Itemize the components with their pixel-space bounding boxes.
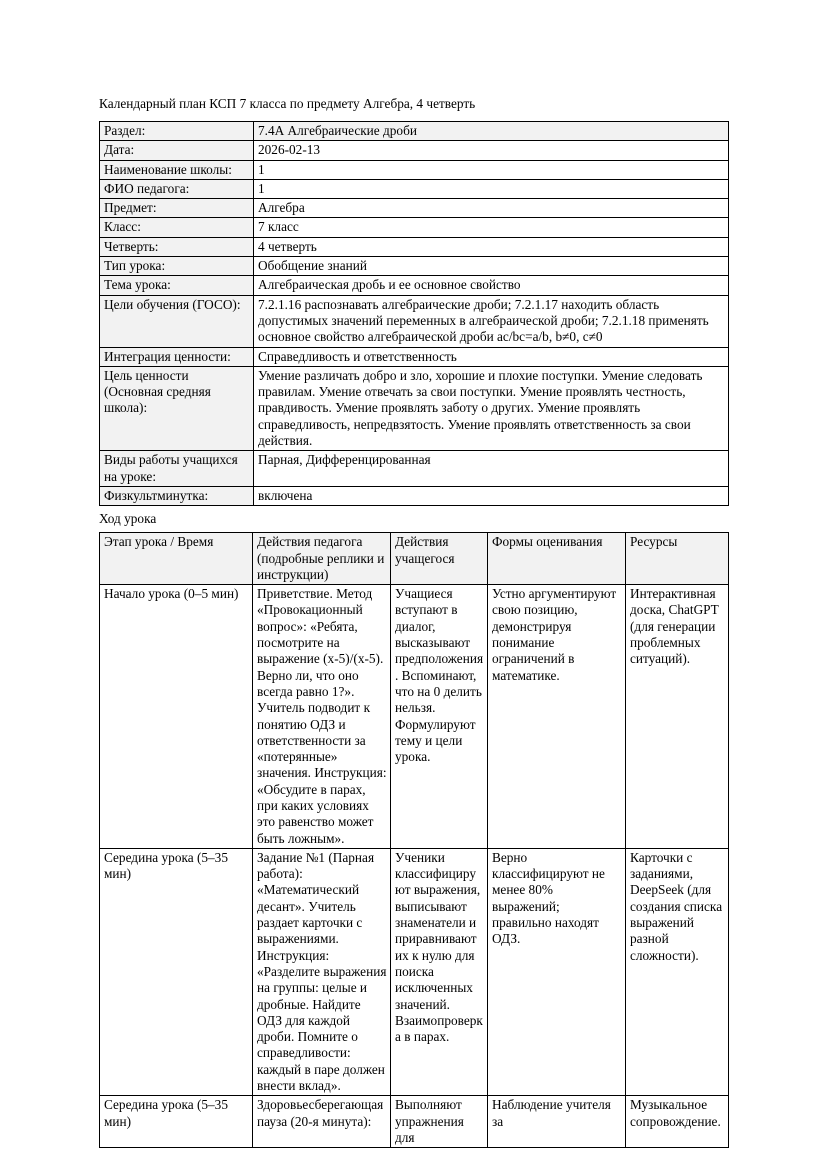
info-row-label: Наименование школы:	[100, 160, 254, 179]
table-row	[100, 257, 729, 276]
info-row-value: 1	[254, 179, 729, 198]
lesson-flow-body	[100, 585, 729, 1148]
table-row	[100, 347, 729, 366]
info-row-label: Цель ценности (Основная средняя школа):	[100, 366, 254, 450]
info-row-value: включена	[254, 486, 729, 505]
info-row-value: Умение различать добро и зло, хорошие и плохие поступки. Умение следовать правилам. Умение отвечать за свои поступки. Умение проявлять честность, правдивость. Умение проявлять заботу о других. Умение проявлять справедливость, непредвзятость. Умение проявлять ответственность за свои действия.	[254, 366, 729, 450]
flow-cell-resources: Музыкальное сопровождение.	[626, 1096, 729, 1148]
flow-cell-stage: Середина урока (5–35 мин)	[100, 1096, 253, 1148]
info-row-value: Алгебра	[254, 199, 729, 218]
table-row	[100, 486, 729, 505]
info-row-label: Четверть:	[100, 237, 254, 256]
info-row-label: Класс:	[100, 218, 254, 237]
flow-cell-assessment: Верно классифицируют не менее 80% выражений; правильно находят ОДЗ.	[488, 848, 626, 1095]
table-row	[100, 237, 729, 256]
flow-cell-resources: Карточки с заданиями, DeepSeek (для создания списка выражений разной сложности).	[626, 848, 729, 1095]
info-row-label: Дата:	[100, 141, 254, 160]
flow-cell-assessment: Наблюдение учителя за	[488, 1096, 626, 1148]
table-row	[100, 295, 729, 347]
lesson-info-body	[100, 122, 729, 506]
table-row	[100, 366, 729, 450]
flow-cell-student-actions: Учащиеся вступают в диалог, высказывают предположения. Вспоминают, что на 0 делить нельзя. Формулируют тему и цели урока.	[391, 585, 488, 849]
info-row-label: Физкультминутка:	[100, 486, 254, 505]
lesson-flow-head	[100, 533, 729, 585]
table-row	[100, 276, 729, 295]
flow-cell-student-actions: Выполняют упражнения для	[391, 1096, 488, 1148]
info-row-value: 1	[254, 160, 729, 179]
flow-cell-teacher-actions: Здоровьесберегающая пауза (20-я минута):	[253, 1096, 391, 1148]
column-header: Формы оценивания	[488, 533, 626, 585]
info-row-value: Парная, Дифференцированная	[254, 451, 729, 487]
info-row-value: Обобщение знаний	[254, 257, 729, 276]
info-row-value: 2026-02-13	[254, 141, 729, 160]
info-row-label: Интеграция ценности:	[100, 347, 254, 366]
flow-cell-teacher-actions: Приветствие. Метод «Провокационный вопрос»: «Ребята, посмотрите на выражение (x-5)/(x-5). Верно ли, что оно всегда равно 1?». Учитель подводит к понятию ОДЗ и ответственности за «потерянные» значения. Инструкция: «Обсудите в парах, при каких условиях это равенство может быть ложным».	[253, 585, 391, 849]
table-row	[100, 179, 729, 198]
table-row	[100, 848, 729, 1095]
table-header-row	[100, 533, 729, 585]
table-row	[100, 160, 729, 179]
lesson-flow-table	[99, 532, 729, 1148]
info-row-label: Раздел:	[100, 122, 254, 141]
info-row-value: 4 четверть	[254, 237, 729, 256]
info-row-label: ФИО педагога:	[100, 179, 254, 198]
table-row	[100, 141, 729, 160]
info-row-value: Алгебраическая дробь и ее основное свойство	[254, 276, 729, 295]
info-row-value: Справедливость и ответственность	[254, 347, 729, 366]
info-row-label: Виды работы учащихся на уроке:	[100, 451, 254, 487]
info-row-value: 7 класс	[254, 218, 729, 237]
table-row	[100, 1096, 729, 1148]
flow-cell-student-actions: Ученики классифицируют выражения, выписывают знаменатели и приравнивают их к нулю для поиска исключенных значений. Взаимопроверка в парах.	[391, 848, 488, 1095]
table-row	[100, 451, 729, 487]
flow-cell-assessment: Устно аргументируют свою позицию, демонстрируя понимание ограничений в математике.	[488, 585, 626, 849]
lesson-info-table	[99, 121, 729, 506]
info-row-label: Предмет:	[100, 199, 254, 218]
column-header: Этап урока / Время	[100, 533, 253, 585]
column-header: Ресурсы	[626, 533, 729, 585]
flow-cell-resources: Интерактивная доска, ChatGPT (для генерации проблемных ситуаций).	[626, 585, 729, 849]
lesson-flow-heading: Ход урока	[99, 511, 157, 527]
flow-cell-stage: Середина урока (5–35 мин)	[100, 848, 253, 1095]
column-header: Действия учащегося	[391, 533, 488, 585]
info-row-value: 7.4А Алгебраические дроби	[254, 122, 729, 141]
info-row-label: Тема урока:	[100, 276, 254, 295]
info-row-value: 7.2.1.16 распознавать алгебраические дроби; 7.2.1.17 находить область допустимых значений переменных в алгебраической дроби; 7.2.1.18 применять основное свойство алгебраической дроби ac/bc=a/b, b≠0, c≠0	[254, 295, 729, 347]
page-title: Календарный план КСП 7 класса по предмету Алгебра, 4 четверть	[99, 96, 476, 111]
flow-cell-stage: Начало урока (0–5 мин)	[100, 585, 253, 849]
info-row-label: Тип урока:	[100, 257, 254, 276]
table-row	[100, 199, 729, 218]
column-header: Действия педагога (подробные реплики и инструкции)	[253, 533, 391, 585]
table-row	[100, 122, 729, 141]
flow-cell-teacher-actions: Задание №1 (Парная работа): «Математический десант». Учитель раздает карточки с выражениями. Инструкция: «Разделите выражения на группы: целые и дробные. Найдите ОДЗ для каждой дроби. Помните о справедливости: каждый в паре должен внести вклад».	[253, 848, 391, 1095]
info-row-label: Цели обучения (ГОСО):	[100, 295, 254, 347]
table-row	[100, 218, 729, 237]
table-row	[100, 585, 729, 849]
